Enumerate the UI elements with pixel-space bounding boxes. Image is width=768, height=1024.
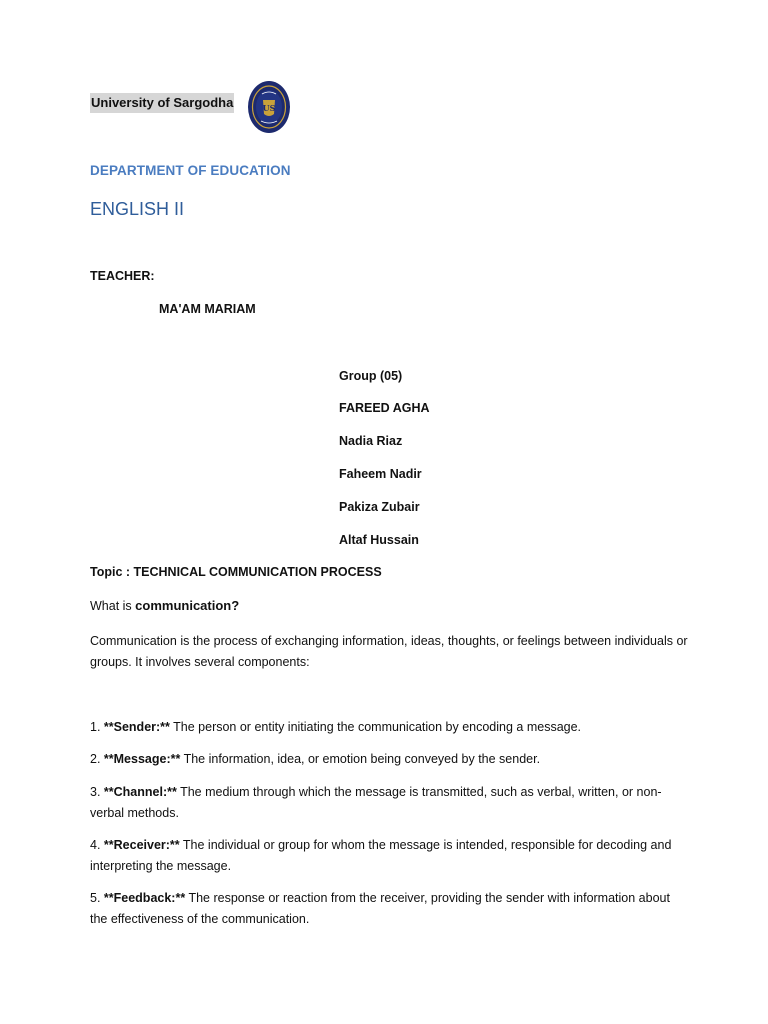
item-number: 1. (90, 720, 104, 734)
teacher-name: MA'AM MARIAM (159, 302, 256, 316)
question-emphasis: communication? (135, 598, 240, 613)
component-item (90, 835, 690, 876)
group-member: Nadia Riaz (339, 434, 403, 448)
item-description: The individual or group for whom the message is intended, responsible for decoding and interpreting the message. (90, 838, 672, 873)
item-number: 3. (90, 785, 104, 799)
item-description: The information, idea, or emotion being conveyed by the sender. (180, 752, 541, 766)
item-number: 2. (90, 752, 104, 766)
course-title: ENGLISH II (90, 199, 185, 219)
logo-initials: US (262, 103, 276, 113)
item-term: **Sender:** (103, 720, 170, 734)
group-title: Group (05) (339, 369, 403, 383)
item-term: **Feedback:** (103, 891, 186, 905)
group-member: FAREED AGHA (339, 401, 430, 415)
component-item (90, 888, 690, 929)
group-member: Faheem Nadir (339, 467, 422, 481)
university-logo (247, 80, 291, 134)
item-number: 5. (90, 891, 104, 905)
component-item (90, 717, 690, 738)
item-term: **Message:** (103, 752, 181, 766)
university-name: University of Sargodha (90, 93, 234, 113)
department-heading: DEPARTMENT OF EDUCATION (90, 163, 291, 178)
group-member: Altaf Hussain (339, 533, 419, 547)
component-item (90, 749, 690, 770)
teacher-label: TEACHER: (90, 269, 155, 283)
component-item (90, 782, 690, 823)
topic-line: Topic : TECHNICAL COMMUNICATION PROCESS (90, 565, 382, 579)
group-member: Pakiza Zubair (339, 500, 420, 514)
item-term: **Channel:** (103, 785, 177, 799)
intro-paragraph: Communication is the process of exchanging information, ideas, thoughts, or feelings between individuals or groups. It involves several components: (90, 634, 688, 669)
question-prefix: What is (90, 599, 136, 613)
question-line (90, 598, 239, 613)
item-term: **Receiver:** (103, 838, 180, 852)
item-number: 4. (90, 838, 104, 852)
item-description: The response or reaction from the receiver, providing the sender with information about the effectiveness of the communication. (90, 891, 670, 926)
item-description: The person or entity initiating the communication by encoding a message. (169, 720, 582, 734)
item-description: The medium through which the message is transmitted, such as verbal, written, or non-verbal methods. (90, 785, 662, 820)
